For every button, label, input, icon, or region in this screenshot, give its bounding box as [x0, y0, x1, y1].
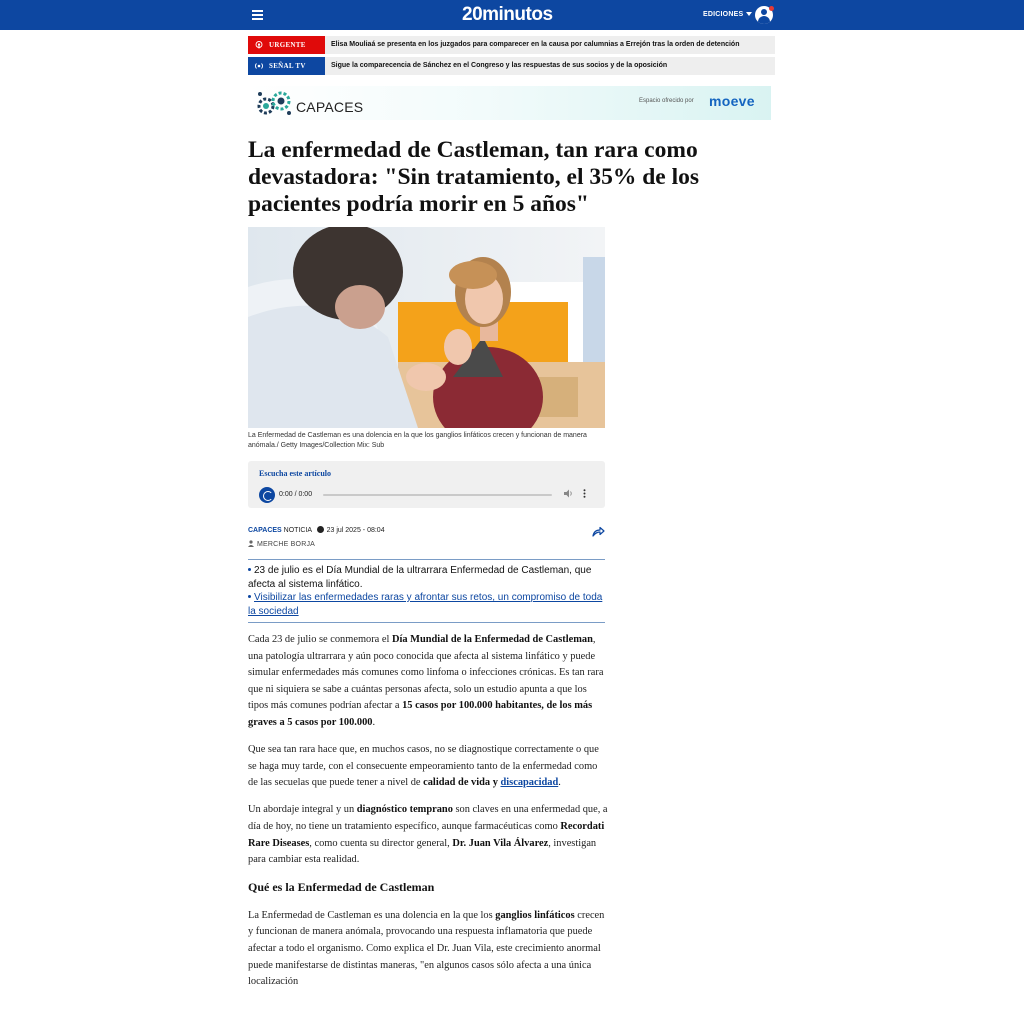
audio-time: 0:00 / 0:00	[279, 491, 313, 498]
bullet-icon	[248, 568, 251, 571]
article-meta	[248, 526, 385, 534]
bullet-icon	[248, 595, 251, 598]
summary-item-text: 23 de julio es el Día Mundial de la ultrarrara Enfermedad de Castleman, que afecta al sistema linfático.	[248, 565, 592, 590]
text: Cada 23 de julio se conmemora el	[248, 634, 392, 645]
bold-text: ganglios linfáticos	[495, 909, 575, 921]
article-body	[248, 632, 608, 1001]
bold-text: 15 casos por 100.000 habitantes, de los más graves a 5 casos por 100.000	[248, 700, 593, 728]
summary-divider-bottom	[248, 622, 605, 623]
summary-divider-top	[248, 559, 605, 560]
share-icon[interactable]	[592, 524, 605, 542]
capaces-brand: CAPACES	[296, 99, 364, 115]
site-logo[interactable]: 20minutos	[462, 4, 553, 25]
audio-progress-bar[interactable]	[323, 494, 552, 496]
text: , investigan para cambiar esta realidad.	[248, 837, 597, 866]
bold-text: calidad de vida y	[423, 777, 501, 789]
paragraph	[248, 632, 608, 732]
text: La Enfermedad de Castleman es una dolencia en la que los	[248, 909, 496, 921]
menu-icon[interactable]	[252, 10, 263, 20]
ticker-urgente[interactable]	[248, 36, 775, 54]
article-author	[248, 540, 315, 548]
more-icon[interactable]	[583, 489, 586, 500]
gears-icon	[256, 89, 294, 122]
discapacidad-link[interactable]: discapacidad	[500, 777, 559, 789]
bold-text: diagnóstico temprano	[356, 804, 453, 816]
summary-item-link[interactable]: Visibilizar las enfermedades raras y afrontar sus retos, un compromiso de toda la sociedad	[248, 592, 603, 617]
paragraph	[248, 908, 608, 991]
urgente-label: URGENTE	[269, 41, 306, 49]
audio-label: Escucha este artículo	[259, 469, 331, 478]
senal-tv-headline[interactable]: Sigue la comparecencia de Sánchez en el Congreso y las respuestas de sus socios y de la oposición	[331, 62, 668, 69]
text: son claves en una enfermedad que, a día de hoy, no tiene un tratamiento específico, aunque farmacéuticas como	[248, 804, 608, 832]
urgente-tag	[248, 36, 325, 54]
summary-item[interactable]	[248, 591, 610, 618]
article-type: NOTICIA	[283, 527, 312, 534]
moeve-logo[interactable]: moeve	[709, 93, 755, 109]
article-hero-image	[248, 227, 605, 428]
offered-by-label: Espacio ofrecido por	[639, 98, 694, 104]
chevron-down-icon	[746, 12, 752, 16]
volume-icon[interactable]	[564, 489, 574, 500]
clock-icon	[317, 526, 324, 533]
text: , como cuenta su director general,	[309, 837, 453, 849]
broadcast-icon	[255, 62, 263, 70]
bold-text: Recordati Rare Diseases	[248, 820, 605, 849]
section-subheading: Qué es la Enfermedad de Castleman	[248, 880, 435, 895]
section-link[interactable]: CAPACES	[248, 527, 282, 534]
bold-text: Día Mundial de la Enfermedad de Castleman	[391, 634, 593, 645]
article-headline: La enfermedad de Castleman, tan rara como devastadora: "Sin tratamiento, el 35% de los pacientes podría morir en 5 años"	[248, 137, 700, 217]
article-summary	[248, 564, 610, 618]
top-navbar	[0, 0, 1024, 30]
urgente-headline[interactable]: Elisa Mouliaá se presenta en los juzgados para comparecer en la causa por calumnias a Errejón tras la orden de detención	[331, 41, 740, 48]
article-date: 23 jul 2025 - 08:04	[326, 527, 385, 534]
paragraph	[248, 742, 608, 792]
bold-text: Dr. Juan Vila Álvarez	[452, 837, 549, 849]
capaces-sponsor-banner[interactable]	[248, 86, 771, 120]
author-name[interactable]: MERCHE BORJA	[257, 541, 316, 548]
audio-player	[248, 461, 605, 508]
text: Que sea tan rara hace que, en muchos casos, no se diagnostique correctamente o que se haga muy tarde, con el consecuente empeoramiento tanto de la enfermedad como de las secuelas que puede tener a nivel de	[248, 744, 599, 789]
paragraph	[248, 802, 608, 868]
play-icon[interactable]	[259, 487, 275, 503]
senal-tv-tag	[248, 57, 325, 75]
text: crecen y funcionan de manera anómala, provocando una respuesta inflamatoria que puede afectar a todo el organismo. Como explica el Dr. Juan Vila, este crecimiento anormal puede manifestarse de distintas maneras, "en algunos casos sólo afecta a una única localización	[248, 909, 605, 988]
text: .	[372, 716, 376, 728]
text: Un abordaje integral y un	[248, 804, 357, 816]
podcast-icon	[255, 41, 263, 49]
summary-item	[248, 564, 610, 591]
ediciones-label: EDICIONES	[703, 11, 744, 18]
senal-tv-label: SEÑAL TV	[269, 62, 306, 70]
ediciones-dropdown[interactable]	[703, 11, 752, 18]
ticker-senal-tv[interactable]	[248, 57, 775, 75]
text: .	[558, 777, 561, 789]
text: , una patología ultrarrara y aún poco conocida que afecta al sistema linfático y puede simular enfermedades más comunes como linfoma o infecciones crónicas. Es tan rara que ni siquiera se sabe a cuántas personas afecta, solo un estudio apunta a que los tipos más comunes podrían afectar a	[248, 634, 604, 712]
image-caption: La Enfermedad de Castleman es una dolencia en la que los ganglios linfáticos crecen y funcionan de manera anómala./ Getty Images/Collection Mix: Sub	[248, 432, 587, 449]
notification-badge	[769, 6, 774, 11]
person-icon	[248, 540, 254, 547]
